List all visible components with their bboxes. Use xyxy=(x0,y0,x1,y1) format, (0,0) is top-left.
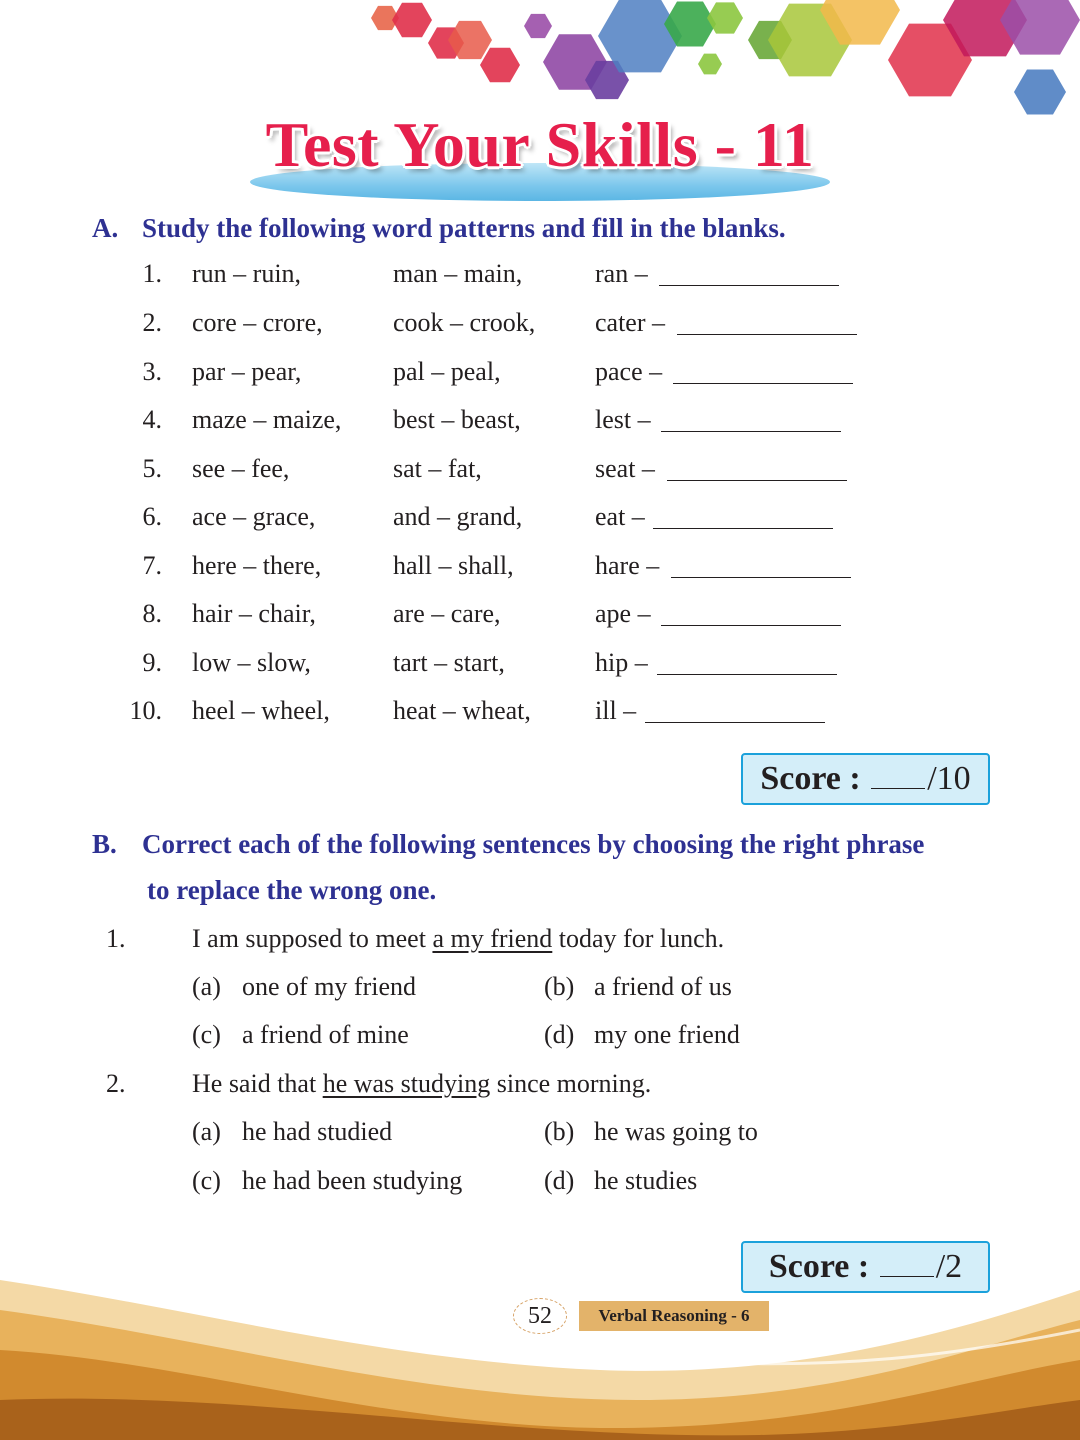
option-1d[interactable] xyxy=(544,1020,740,1050)
score-blank[interactable] xyxy=(871,764,925,789)
score-box-a xyxy=(741,753,990,805)
pattern-example-1: run – ruin, xyxy=(192,259,302,288)
hexagon-shape xyxy=(524,14,552,38)
question-text-before: I am supposed to meet xyxy=(192,924,433,953)
option-label: (a) xyxy=(192,972,221,1001)
option-2c[interactable] xyxy=(192,1166,462,1196)
question-text-after: today for lunch. xyxy=(552,924,725,953)
pattern-question: pace – xyxy=(595,357,663,386)
pattern-example-2: tart – start, xyxy=(393,648,505,677)
answer-blank[interactable] xyxy=(673,361,853,384)
question-2 xyxy=(106,1069,651,1099)
pattern-question: ran – xyxy=(595,259,648,288)
page-title-banner xyxy=(250,108,830,198)
pattern-row xyxy=(0,502,1080,542)
option-text: he had studied xyxy=(242,1117,393,1146)
pattern-question: eat – xyxy=(595,502,645,531)
pattern-example-2: and – grand, xyxy=(393,502,523,531)
pattern-row xyxy=(0,259,1080,299)
row-number: 6. xyxy=(142,502,162,531)
answer-blank[interactable] xyxy=(659,263,839,286)
pattern-row xyxy=(0,599,1080,639)
underlined-phrase: he was studying xyxy=(322,1069,491,1098)
pattern-example-1: heel – wheel, xyxy=(192,696,330,725)
page-number: 52 xyxy=(513,1298,567,1334)
question-number: 1. xyxy=(106,924,126,953)
option-label: (a) xyxy=(192,1117,221,1146)
option-text: a friend of mine xyxy=(242,1020,409,1049)
option-text: my one friend xyxy=(594,1020,740,1049)
pattern-example-1: here – there, xyxy=(192,551,322,580)
answer-blank[interactable] xyxy=(677,312,857,335)
pattern-example-2: cook – crook, xyxy=(393,308,536,337)
score-box-b xyxy=(741,1241,990,1293)
hexagon-shape xyxy=(1014,70,1066,115)
option-text: he studies xyxy=(594,1166,698,1195)
pattern-question: ape – xyxy=(595,599,651,628)
pattern-example-2: best – beast, xyxy=(393,405,521,434)
row-number: 9. xyxy=(142,648,162,677)
option-2d[interactable] xyxy=(544,1166,697,1196)
pattern-question: cater – xyxy=(595,308,666,337)
option-2a[interactable] xyxy=(192,1117,392,1147)
score-label: Score : xyxy=(768,1248,870,1285)
question-number: 2. xyxy=(106,1069,126,1098)
question-1 xyxy=(106,924,724,954)
pattern-example-1: maze – maize, xyxy=(192,405,342,434)
option-text: one of my friend xyxy=(242,972,417,1001)
option-2b[interactable] xyxy=(544,1117,758,1147)
pattern-row xyxy=(0,454,1080,494)
score-blank[interactable] xyxy=(880,1252,934,1277)
answer-blank[interactable] xyxy=(667,458,847,481)
option-label: (c) xyxy=(192,1020,221,1049)
pattern-question: ill – xyxy=(595,696,637,725)
answer-blank[interactable] xyxy=(661,409,841,432)
pattern-example-2: hall – shall, xyxy=(393,551,514,580)
answer-blank[interactable] xyxy=(657,652,837,675)
option-1b[interactable] xyxy=(544,972,732,1002)
pattern-example-2: man – main, xyxy=(393,259,523,288)
answer-blank[interactable] xyxy=(645,700,825,723)
score-max: /2 xyxy=(935,1248,963,1285)
section-b-instruction-line1: Correct each of the following sentences by choosing the right phrase xyxy=(142,829,925,859)
hexagon-shape xyxy=(698,54,722,75)
option-label: (c) xyxy=(192,1166,221,1195)
pattern-question: lest – xyxy=(595,405,651,434)
pattern-example-2: are – care, xyxy=(393,599,501,628)
row-number: 5. xyxy=(142,454,162,483)
question-text-after: since morning. xyxy=(490,1069,652,1098)
hexagon-shape xyxy=(480,48,520,83)
section-a-heading xyxy=(92,213,786,244)
pattern-example-1: core – crore, xyxy=(192,308,323,337)
section-b-instruction-line2: to replace the wrong one. xyxy=(147,875,437,905)
row-number: 7. xyxy=(142,551,162,580)
row-number: 2. xyxy=(142,308,162,337)
row-number: 8. xyxy=(142,599,162,628)
pattern-example-1: par – pear, xyxy=(192,357,302,386)
section-a-instruction: Study the following word patterns and fill in the blanks. xyxy=(142,213,786,243)
hexagon-shape xyxy=(392,3,432,38)
score-label: Score : xyxy=(760,760,861,797)
book-title-tag: Verbal Reasoning - 6 xyxy=(579,1301,769,1331)
underlined-phrase: a my friend xyxy=(432,924,553,953)
row-number: 10. xyxy=(129,696,162,725)
pattern-example-2: heat – wheat, xyxy=(393,696,531,725)
page-title: Test Your Skills - 11 xyxy=(265,109,815,180)
option-label: (d) xyxy=(544,1020,575,1049)
question-text-before: He said that xyxy=(192,1069,323,1098)
section-b-heading xyxy=(92,829,924,860)
option-1c[interactable] xyxy=(192,1020,409,1050)
pattern-row xyxy=(0,405,1080,445)
pattern-question: hip – xyxy=(595,648,648,677)
pattern-example-2: pal – peal, xyxy=(393,357,501,386)
pattern-question: seat – xyxy=(595,454,655,483)
option-text: he was going to xyxy=(594,1117,758,1146)
score-max: /10 xyxy=(927,760,971,797)
pattern-example-1: low – slow, xyxy=(192,648,311,677)
pattern-row xyxy=(0,308,1080,348)
pattern-row xyxy=(0,357,1080,397)
pattern-example-1: see – fee, xyxy=(192,454,290,483)
row-number: 3. xyxy=(142,357,162,386)
section-a-letter: A. xyxy=(92,213,119,243)
pattern-example-2: sat – fat, xyxy=(393,454,482,483)
pattern-question: hare – xyxy=(595,551,660,580)
section-b-letter: B. xyxy=(92,829,117,859)
option-label: (b) xyxy=(544,1117,575,1146)
pattern-example-1: ace – grace, xyxy=(192,502,316,531)
row-number: 1. xyxy=(142,259,162,288)
pattern-example-1: hair – chair, xyxy=(192,599,316,628)
answer-blank[interactable] xyxy=(653,506,833,529)
answer-blank[interactable] xyxy=(661,603,841,626)
row-number: 4. xyxy=(142,405,162,434)
option-1a[interactable] xyxy=(192,972,416,1002)
option-label: (b) xyxy=(544,972,575,1001)
answer-blank[interactable] xyxy=(671,555,851,578)
option-label: (d) xyxy=(544,1166,575,1195)
option-text: he had been studying xyxy=(242,1166,463,1195)
option-text: a friend of us xyxy=(594,972,732,1001)
pattern-row xyxy=(0,648,1080,688)
pattern-row xyxy=(0,696,1080,736)
pattern-row xyxy=(0,551,1080,591)
hexagon-shape xyxy=(1000,0,1080,55)
